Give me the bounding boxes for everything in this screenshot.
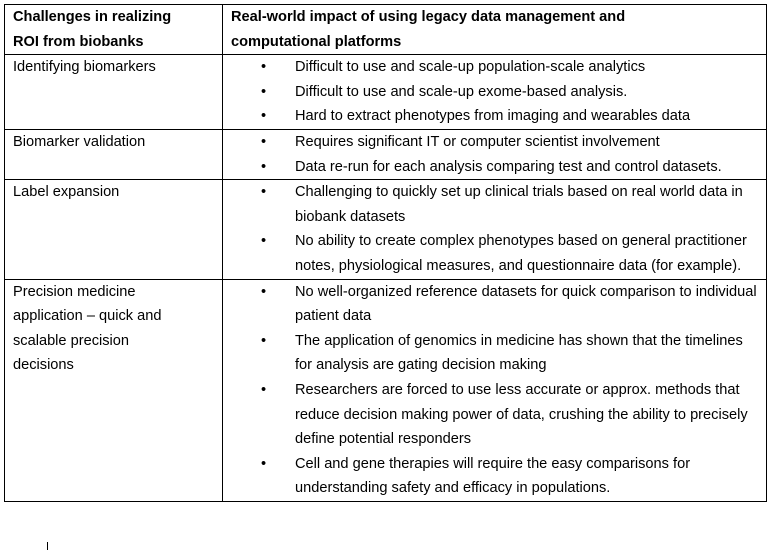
impact-cell (223, 55, 767, 130)
table-row (5, 129, 767, 179)
text-cursor-mark (47, 542, 48, 550)
challenge-line: scalable precision (13, 332, 130, 349)
challenge-cell (5, 279, 223, 501)
impact-list (231, 55, 760, 129)
challenge-cell: Identifying biomarkers (5, 55, 223, 130)
impact-list (231, 280, 760, 501)
impact-item: • Researchers are forced to use less accurate or approx. methods that reduce decision making power of data, crushing the ability to precisely define potential responders (261, 378, 760, 452)
table-header-row (5, 5, 767, 55)
impact-item: • Cell and gene therapies will require the easy comparisons for understanding safety and efficacy in populations. (261, 452, 760, 501)
impact-cell (223, 129, 767, 179)
header-challenges (5, 5, 223, 55)
challenge-line: Precision medicine (13, 283, 136, 300)
challenge-line: decisions (13, 357, 74, 374)
impact-item: • Difficult to use and scale-up population-scale analytics (261, 55, 760, 80)
impact-cell (223, 279, 767, 501)
table-row (5, 180, 767, 279)
table-row (5, 55, 767, 130)
impact-item: • Hard to extract phenotypes from imaging and wearables data (261, 104, 760, 129)
impact-item: • Challenging to quickly set up clinical trials based on real world data in biobank datasets (261, 180, 760, 229)
header-challenges-line-2: ROI from biobanks (13, 33, 144, 50)
impact-item: • No well-organized reference datasets for quick comparison to individual patient data (261, 280, 760, 329)
impact-list (231, 180, 760, 278)
header-impact (223, 5, 767, 55)
table-row (5, 279, 767, 501)
header-impact-line-1: Real-world impact of using legacy data management and (231, 9, 626, 25)
header-challenges-line-1: Challenges in realizing (13, 9, 172, 25)
impact-item: • Requires significant IT or computer scientist involvement (261, 130, 760, 155)
roi-challenges-table (4, 4, 767, 502)
impact-item: • Data re-run for each analysis comparing test and control datasets. (261, 155, 760, 180)
impact-item: • No ability to create complex phenotypes based on general practitioner notes, physiological measures, and questionnaire data (for example). (261, 229, 760, 278)
impact-item: • Difficult to use and scale-up exome-based analysis. (261, 80, 760, 105)
header-impact-line-2: computational platforms (231, 33, 402, 50)
impact-cell (223, 180, 767, 279)
challenge-cell: Label expansion (5, 180, 223, 279)
challenge-cell: Biomarker validation (5, 129, 223, 179)
impact-list (231, 130, 760, 179)
challenge-line: application – quick and (13, 308, 162, 325)
impact-item: • The application of genomics in medicine has shown that the timelines for analysis are gating decision making (261, 329, 760, 378)
